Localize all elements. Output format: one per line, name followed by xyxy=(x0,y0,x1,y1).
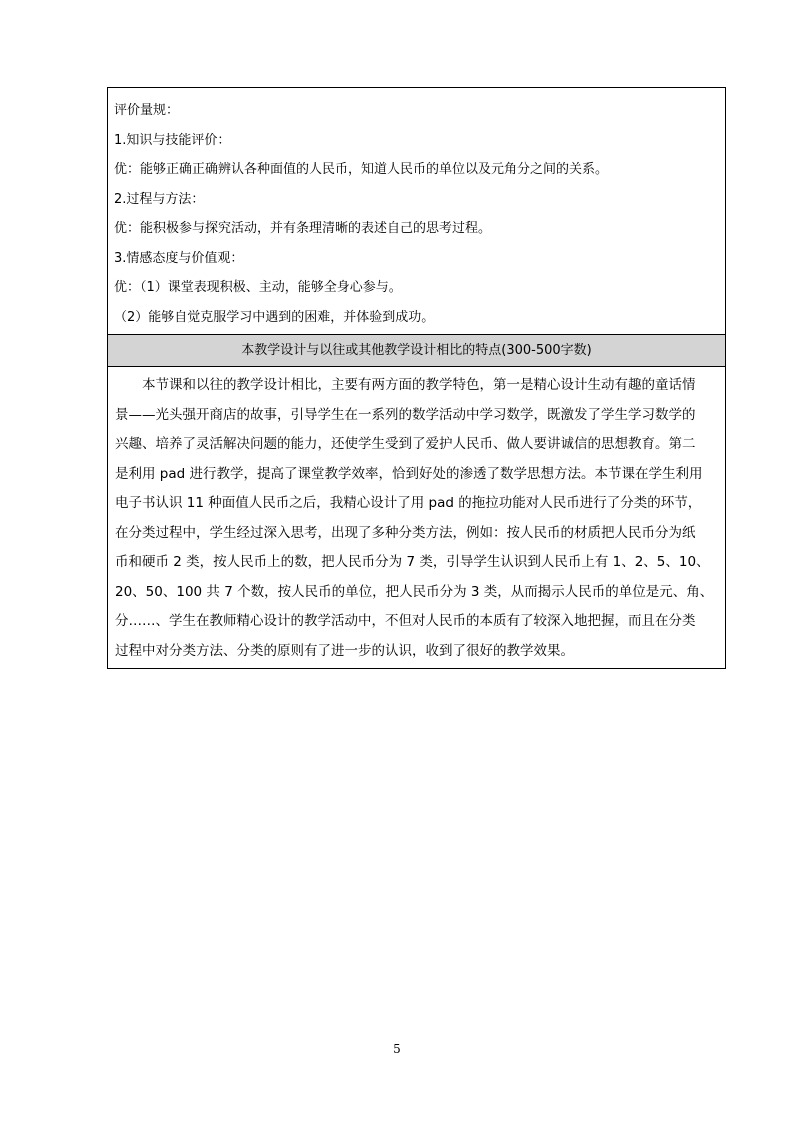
evaluation-rubric-section xyxy=(108,88,725,335)
rubric-line: 优：能积极参与探究活动，并有条理清晰的表述自己的思考过程。 xyxy=(114,221,492,236)
paragraph-line: 币和硬币 2 类，按人民币上的数，把人民币分为 7 类，引导学生认识到人民币上有 1、2、5、10、 xyxy=(115,554,710,570)
rubric-line: （2）能够自觉克服学习中遇到的困难，并体验到成功。 xyxy=(114,309,435,325)
document-table xyxy=(107,87,726,669)
paragraph-line: 是利用 pad 进行教学，提高了课堂教学效率，恰到好处的渗透了数学思想方法。本节课在学生利用 xyxy=(115,465,703,482)
rubric-line: 2.过程与方法： xyxy=(114,191,205,207)
paragraph-line: 兴趣、培养了灵活解决问题的能力，还使学生受到了爱护人民币、做人要讲诚信的思想教育。第二 xyxy=(115,436,696,452)
paragraph-line: 在分类过程中，学生经过深入思考，出现了多种分类方法，例如：按人民币的材质把人民币分为纸 xyxy=(115,524,696,541)
page-number: 5 xyxy=(393,1042,401,1056)
paragraph-line: 本节课和以往的教学设计相比，主要有两方面的教学特色，第一是精心设计生动有趣的童话情 xyxy=(115,377,696,393)
features-section-header: 本教学设计与以往或其他教学设计相比的特点(300-500字数) xyxy=(108,335,725,367)
rubric-line: 优：（1）课堂表现积极、主动，能够全身心参与。 xyxy=(114,280,402,295)
paragraph-line: 20、50、100 共 7 个数，按人民币的单位，把人民币分为 3 类，从而揭示人民币的单位是元、角、 xyxy=(115,583,714,600)
rubric-line: 优：能够正确正确辨认各种面值的人民币，知道人民币的单位以及元角分之间的关系。 xyxy=(114,162,609,177)
paragraph-line: 景——光头强开商店的故事，引导学生在一系列的数学活动中学习数学，既激发了学生学习数学的 xyxy=(115,406,696,423)
paragraph-line: 分……、学生在教师精心设计的教学活动中，不但对人民币的本质有了较深入地把握，而且在分类 xyxy=(115,613,696,629)
rubric-title: 评价量规： xyxy=(114,103,180,118)
features-section-body xyxy=(108,367,725,668)
rubric-line: 3.情感态度与价值观： xyxy=(114,250,244,266)
rubric-line: 1.知识与技能评价： xyxy=(114,132,231,148)
paragraph-line: 电子书认识 11 种面值人民币之后，我精心设计了用 pad 的拖拉功能对人民币进行了分类的环节， xyxy=(115,495,702,511)
paragraph-line: 过程中对分类方法、分类的原则有了进一步的认识，收到了很好的教学效果。 xyxy=(115,642,574,659)
